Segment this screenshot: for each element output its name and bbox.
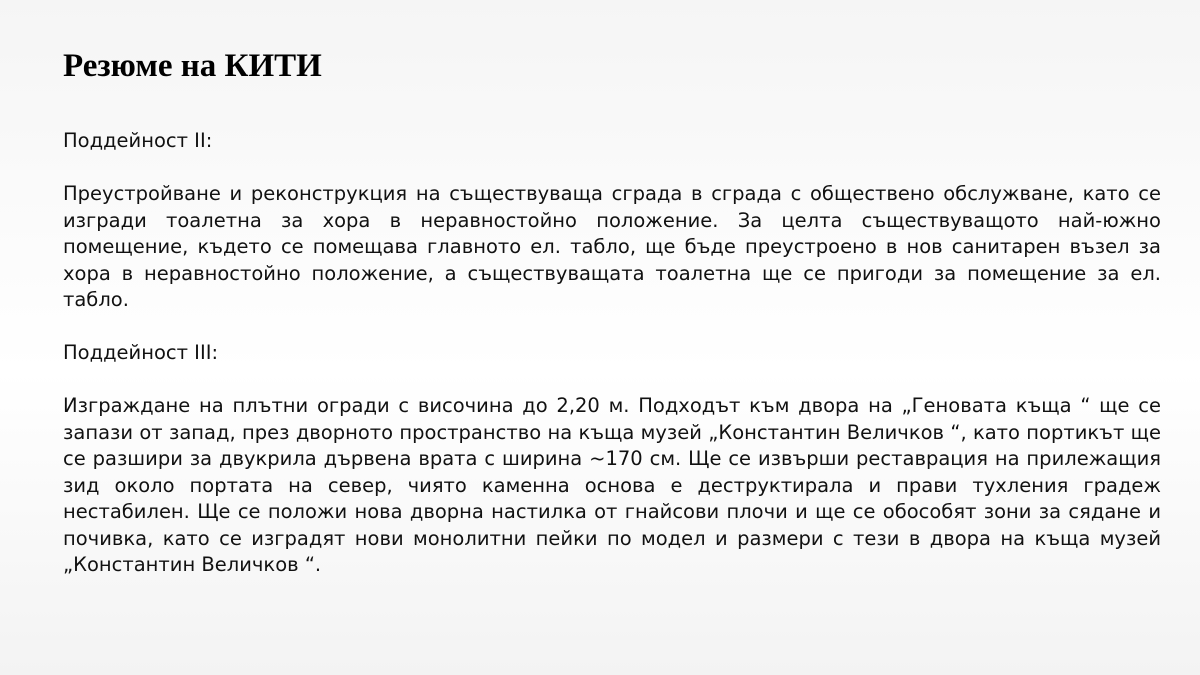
- subactivity-3-text: Изграждане на плътни огради с височина до 2,20 м. Подходът към двора на „Геновата къща “ ще се запази от запад, през дворното пространство на къща музей „Константин Величков “, като портикът ще се разшири за двукрила дървена врата с ширина ~170 см. Ще се извърши реставрация на прилежащия зид около портата на север, чиято каменна основа е деструктирала и прави тухления градеж нестабилен. Ще се положи нова дворна настилка от гнайсови плочи и ще се обособят зони за сядане и почивка, като се изградят нови монолитни пейки по модел и размери с тези в двора на къща музей „Константин Величков “.: [63, 394, 1161, 576]
- spacer: [63, 314, 1161, 341]
- slide-title: Резюме на КИТИ: [63, 48, 322, 84]
- subactivity-2-text: Преустройване и реконструкция на съществуваща сграда в сграда с обществено обслужване, като се изгради тоалетна за хора в неравностойно положение. За целта съществуващото най-южно помещение, където се помещава главното ел. табло, ще бъде преустроено в нов санитарен възел за хора в неравностойно положение, а съществуващата тоалетна ще се пригоди за помещение за ел. табло.: [63, 182, 1161, 311]
- spacer: [63, 155, 1161, 182]
- spacer: [63, 367, 1161, 394]
- subactivity-2-heading: Поддейност II:: [63, 129, 213, 152]
- slide-content: [63, 128, 1161, 579]
- subactivity-3-heading: Поддейност III:: [63, 341, 219, 364]
